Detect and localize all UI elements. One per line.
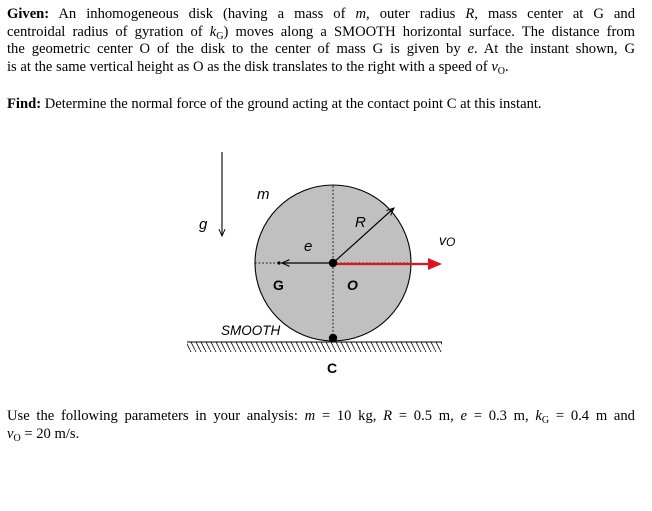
math-subscript: G — [541, 415, 550, 426]
given-heading: Given: — [7, 6, 50, 22]
math-symbol: e — [460, 408, 467, 424]
math-symbol: m — [355, 6, 367, 22]
math-symbol: v — [491, 58, 498, 75]
math-subscript: O — [497, 65, 506, 77]
math-symbol: k — [535, 408, 542, 424]
math-symbol: k — [209, 23, 217, 40]
given-line-3: the geometric center O of the disk to the center of mass G is given by e. At the instant shown, G — [7, 41, 635, 58]
given-line-2: centroidal radius of gyration of $k_G$) moves along a SMOOTH horizontal surface. The distance from — [7, 23, 636, 42]
math-subscript: O — [13, 432, 21, 444]
ground-hatch — [187, 342, 442, 352]
gravity-label: g — [199, 216, 208, 233]
mass-center-label: G — [273, 277, 284, 293]
math-symbol: e — [467, 41, 475, 58]
given-line-4: is at the same vertical height as O as the disk translates to the right with a speed of $v_O$. — [7, 58, 509, 77]
math-symbol: R — [383, 408, 393, 424]
given-line-1: Given: An inhomogeneous disk (having a mass of m, outer radius R, mass center at G and — [7, 6, 635, 22]
smooth-label: SMOOTH — [221, 323, 281, 338]
find-heading: Find: — [7, 96, 42, 112]
velocity-label — [439, 232, 455, 249]
eccentricity-label: e — [304, 238, 313, 255]
center-label: O — [347, 277, 358, 293]
center-o-dot — [329, 259, 337, 267]
mass-label: m — [257, 186, 270, 203]
velocity-arrow-head — [428, 258, 442, 270]
math-symbol: m — [304, 408, 316, 424]
math-symbol: v — [7, 425, 14, 442]
velocity-label-v: v — [439, 232, 446, 248]
contact-c-dot — [329, 334, 337, 342]
contact-label: C — [327, 360, 338, 376]
parameters-line-2: $v_O = 20$ m/s. — [7, 425, 80, 444]
find-text: Determine the normal force of the ground acting at the contact point C at this instant. — [44, 96, 542, 112]
mass-center-g-dot — [277, 261, 280, 264]
math-subscript: G — [216, 30, 224, 42]
velocity-label-sub: O — [446, 235, 456, 249]
math-symbol: R — [465, 6, 475, 22]
parameters-paragraph — [7, 408, 635, 443]
parameters-line-1: Use the following parameters in your analysis: m = 10 kg, R = 0.5 m, e = 0.3 m, $k_G = 0.4$ m and — [7, 408, 635, 426]
radius-label: R — [355, 214, 366, 231]
